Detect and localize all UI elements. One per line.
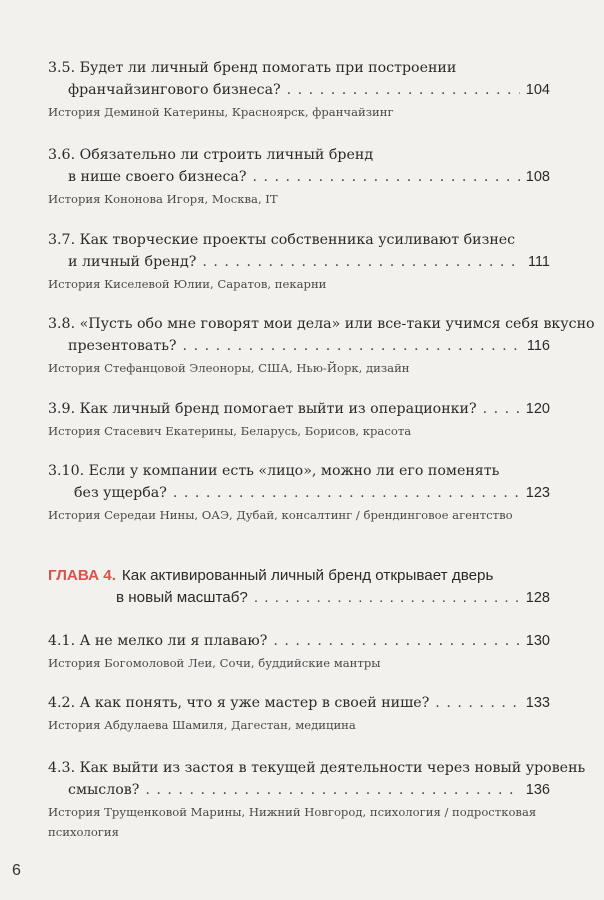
entry-title-line: 4.3. Как выйти из застоя в текущей деятельности через новый уровень: [48, 760, 586, 776]
entry-story-continued: психология: [48, 825, 119, 839]
toc-entry-3-6: [48, 144, 550, 209]
entry-story: История Кононова Игоря, Москва, IT: [48, 192, 278, 206]
entry-title-line: смыслов?: [68, 782, 140, 798]
entry-story: История Абдулаева Шамиля, Дагестан, медицина: [48, 718, 356, 732]
entry-title-line: без ущерба?: [74, 485, 167, 501]
entry-title-line: презентовать?: [68, 338, 177, 354]
entry-story: История Деминой Катерины, Красноярск, франчайзинг: [48, 105, 394, 119]
entry-title-line: 4.2. А как понять, что я уже мастер в своей нише?: [48, 695, 430, 711]
leader-dots: [183, 335, 521, 357]
entry-title-line: 3.6. Обязательно ли строить личный бренд: [48, 147, 374, 163]
entry-page-number: 130: [525, 633, 550, 649]
entry-story: История Стасевич Екатерины, Беларусь, Борисов, красота: [48, 424, 412, 438]
entry-story: История Стефанцовой Элеоноры, США, Нью-Йорк, дизайн: [48, 361, 410, 375]
entry-page-number: 111: [527, 254, 550, 270]
entry-page-number: 104: [525, 82, 550, 98]
entry-story: История Киселевой Юлии, Саратов, пекарни: [48, 277, 327, 291]
entry-page-number: 120: [525, 401, 550, 417]
entry-title-line: и личный бренд?: [68, 254, 197, 270]
entry-page-number: 108: [525, 169, 550, 185]
chapter-label: ГЛАВА 4.: [48, 567, 116, 584]
entry-title-line: 3.5. Будет ли личный бренд помогать при построении: [48, 60, 457, 76]
entry-story: История Трущенковой Марины, Нижний Новгород, психология / подростковая: [48, 805, 537, 819]
entry-title-line: 3.9. Как личный бренд помогает выйти из операционки?: [48, 401, 477, 417]
leader-dots: [483, 398, 520, 420]
entry-story: История Середаи Нины, ОАЭ, Дубай, консалтинг / брендинговое агентство: [48, 508, 513, 522]
entry-page-number: 123: [525, 485, 550, 501]
page-number: 6: [12, 862, 21, 879]
entry-story: История Богомоловой Леи, Сочи, буддийские мантры: [48, 656, 381, 670]
entry-title-line: 3.7. Как творческие проекты собственника усиливают бизнес: [48, 232, 516, 248]
chapter-heading: [48, 565, 550, 609]
chapter-title-line: в новый масштаб?: [116, 589, 248, 606]
entry-page-number: 133: [525, 695, 550, 711]
leader-dots: [287, 79, 520, 101]
entry-title-line: 3.8. «Пусть обо мне говорят мои дела» или все-таки учимся себя вкусно: [48, 316, 595, 332]
leader-dots: [252, 166, 519, 188]
toc-entry-3-8: [48, 313, 595, 378]
leader-dots: [173, 482, 520, 504]
leader-dots: [254, 587, 520, 609]
entry-page-number: 136: [525, 782, 550, 798]
chapter-title-line: Как активированный личный бренд открывает дверь: [121, 567, 494, 584]
toc-entry-4-1: [48, 630, 550, 673]
entry-title-line: 3.10. Если у компании есть «лицо», можно ли его поменять: [48, 463, 500, 479]
toc-entry-3-7: [48, 229, 550, 294]
leader-dots: [145, 779, 519, 801]
entry-page-number: 116: [526, 338, 550, 354]
toc-entry-3-9: [48, 398, 550, 441]
leader-dots: [202, 251, 522, 273]
entry-title-line: 4.1. А не мелко ли я плаваю?: [48, 633, 268, 649]
toc-entry-4-2: [48, 692, 550, 735]
toc-entry-3-5: [48, 57, 550, 122]
toc-entry-4-3: [48, 757, 586, 842]
chapter-page-number: 128: [525, 590, 550, 606]
entry-title-line: в нише своего бизнеса?: [68, 169, 247, 185]
toc-entry-3-10: [48, 460, 550, 525]
leader-dots: [435, 692, 520, 714]
entry-title-line: франчайзингового бизнеса?: [68, 82, 281, 98]
leader-dots: [273, 630, 519, 652]
